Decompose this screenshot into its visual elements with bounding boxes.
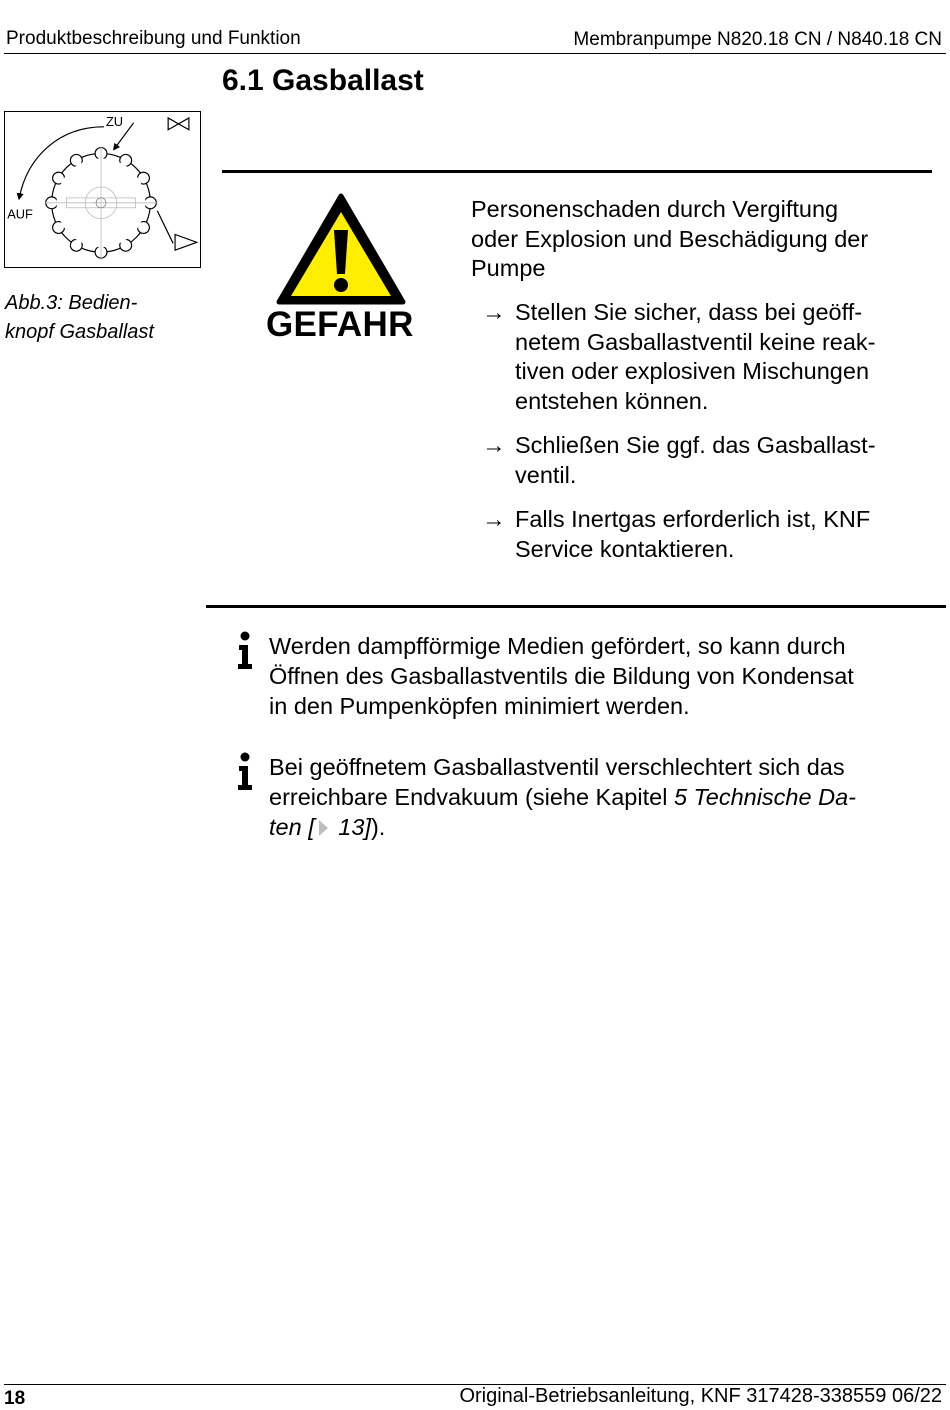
safety-measures-list xyxy=(482,298,930,579)
chapter-reference-link-cont[interactable]: ten [ xyxy=(269,814,315,840)
running-header-right: Membranpumpe N820.18 CN / N840.18 CN xyxy=(573,29,942,50)
safety-block-bottom-rule xyxy=(206,605,946,608)
info-note-1: Werden dampfförmige Medien gefördert, so kann durch Öffnen des Gasballastventils die Bildung von Kondensat in den Pumpenköpfen minimiert werden. xyxy=(236,631,926,721)
warning-triangle-icon xyxy=(275,192,407,306)
chapter-reference-link[interactable]: 5 Technische Da- xyxy=(673,784,856,810)
arrow-right-icon: → xyxy=(482,432,506,458)
safety-block-top-rule xyxy=(222,170,932,173)
page-reference-arrow-icon xyxy=(319,820,328,836)
gas-ballast-knob-figure xyxy=(4,111,201,268)
page-number: 18 xyxy=(4,1388,26,1409)
arrow-right-icon: → xyxy=(482,506,506,532)
section-title: 6.1 Gasballast xyxy=(222,64,424,97)
knob-diagram xyxy=(5,112,200,267)
label-auf: AUF xyxy=(7,206,33,222)
list-item: → Schließen Sie ggf. das Gasballast- ventil. xyxy=(482,432,876,488)
signal-word: GEFAHR xyxy=(266,305,414,344)
label-zu: ZU xyxy=(105,113,124,129)
info-icon xyxy=(236,752,254,792)
list-item: → Stellen Sie sicher, dass bei geöff- netem Gasballastventil keine reak- tiven oder explosiven Mischungen entstehen können. xyxy=(482,299,876,414)
hazard-statement: Personenschaden durch Vergiftung oder Explosion und Beschädigung der Pumpe xyxy=(471,196,869,281)
page-reference[interactable]: 13] xyxy=(331,814,371,840)
list-item: → Falls Inertgas erforderlich ist, KNF Service kontaktieren. xyxy=(482,506,871,562)
footer-document-id: Original-Betriebsanleitung, KNF 317428-338559 06/22 xyxy=(459,1385,942,1407)
info-note-2: Bei geöffnetem Gasballastventil verschlechtert sich das erreichbare Endvakuum (siehe Kapitel 5 Technische Da- ten [ 13]). xyxy=(236,752,926,842)
arrow-right-icon: → xyxy=(482,299,506,325)
figure-caption: Abb.3: Bedien- knopf Gasballast xyxy=(5,292,154,343)
header-rule xyxy=(4,53,946,54)
running-header-left: Produktbeschreibung und Funktion xyxy=(6,28,301,49)
info-icon xyxy=(236,631,254,671)
